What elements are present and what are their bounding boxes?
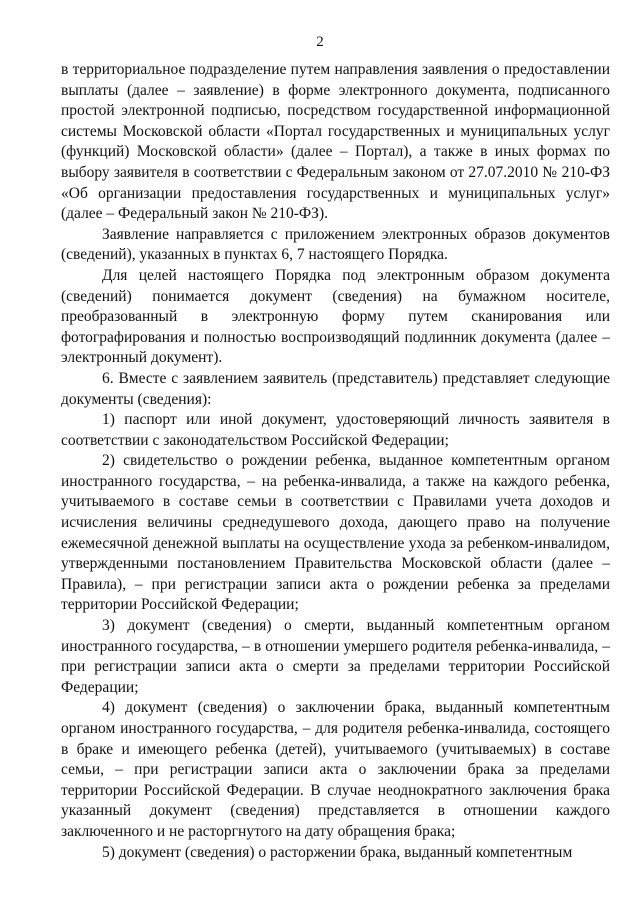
list-item-3: 3) документ (сведения) о смерти, выданный компетентным органом иностранного государства, – в отношении умершего родителя ребенка-инвалида, – при регистрации записи акта о смерти за пределами территории Российской Федерации; xyxy=(61,617,610,696)
document-body xyxy=(61,60,610,863)
paragraph-continuation: в территориальное подразделение путем направления заявления о предоставлении выплаты (далее – заявление) в форме электронного документа, подписанного простой электронной подписью, посредством государственной информационной системы Московской области «Портал государственных и муниципальных услуг (функций) Московской области» (далее – Портал), а также в иных формах по выбору заявителя в соответствии с Федеральным законом от 27.07.2010 № 210-ФЗ «Об организации предоставления государственных и муниципальных услуг» (далее – Федеральный закон № 210-ФЗ). xyxy=(61,61,610,223)
list-item-2: 2) свидетельство о рождении ребенка, выданное компетентным органом иностранного государства, – на ребенка-инвалида, а также на каждого ребенка, учитываемого в составе семьи в соответствии с Правилами учета доходов и исчисления величины среднедушевого дохода, дающего право на получение ежемесячной денежной выплаты на осуществление ухода за ребенком-инвалидом, утвержденными постановлением Правительства Московской области (далее – Правила), – при регистрации записи акта о рождении ребенка за пределами территории Российской Федерации; xyxy=(61,452,610,614)
list-item-1: 1) паспорт или иной документ, удостоверяющий личность заявителя в соответствии с законодательством Российской Федерации; xyxy=(61,411,610,449)
page-number: 2 xyxy=(316,34,324,50)
list-item-5: 5) документ (сведения) о расторжении брака, выданный компетентным xyxy=(102,843,573,861)
list-item-4: 4) документ (сведения) о заключении брака, выданный компетентным органом иностранного государства, – для родителя ребенка-инвалида, состоящего в браке и имеющего ребенка (детей), учитываемого (учитываемых) в составе семьи, – при регистрации записи акта о заключении брака за пределами территории Российской Федерации. В случае неоднократного заключения брака указанный документ (сведения) представляется в отношении каждого заключенного и не расторгнутого на дату обращения брака; xyxy=(61,699,610,840)
paragraph-item-6: 6. Вместе с заявлением заявитель (представитель) представляет следующие документы (сведения): xyxy=(61,369,610,408)
paragraph-application-attachments: Заявление направляется с приложением электронных образов документов (сведений), указанных в пунктах 6, 7 настоящего Порядка. xyxy=(61,225,610,264)
paragraph-electronic-image-definition: Для целей настоящего Порядка под электронным образом документа (сведений) понимается документ (сведения) на бумажном носителе, преобразованный в электронную форму путем сканирования или фотографирования и полностью воспроизводящий подлинник документа (далее – электронный документ). xyxy=(61,266,610,367)
